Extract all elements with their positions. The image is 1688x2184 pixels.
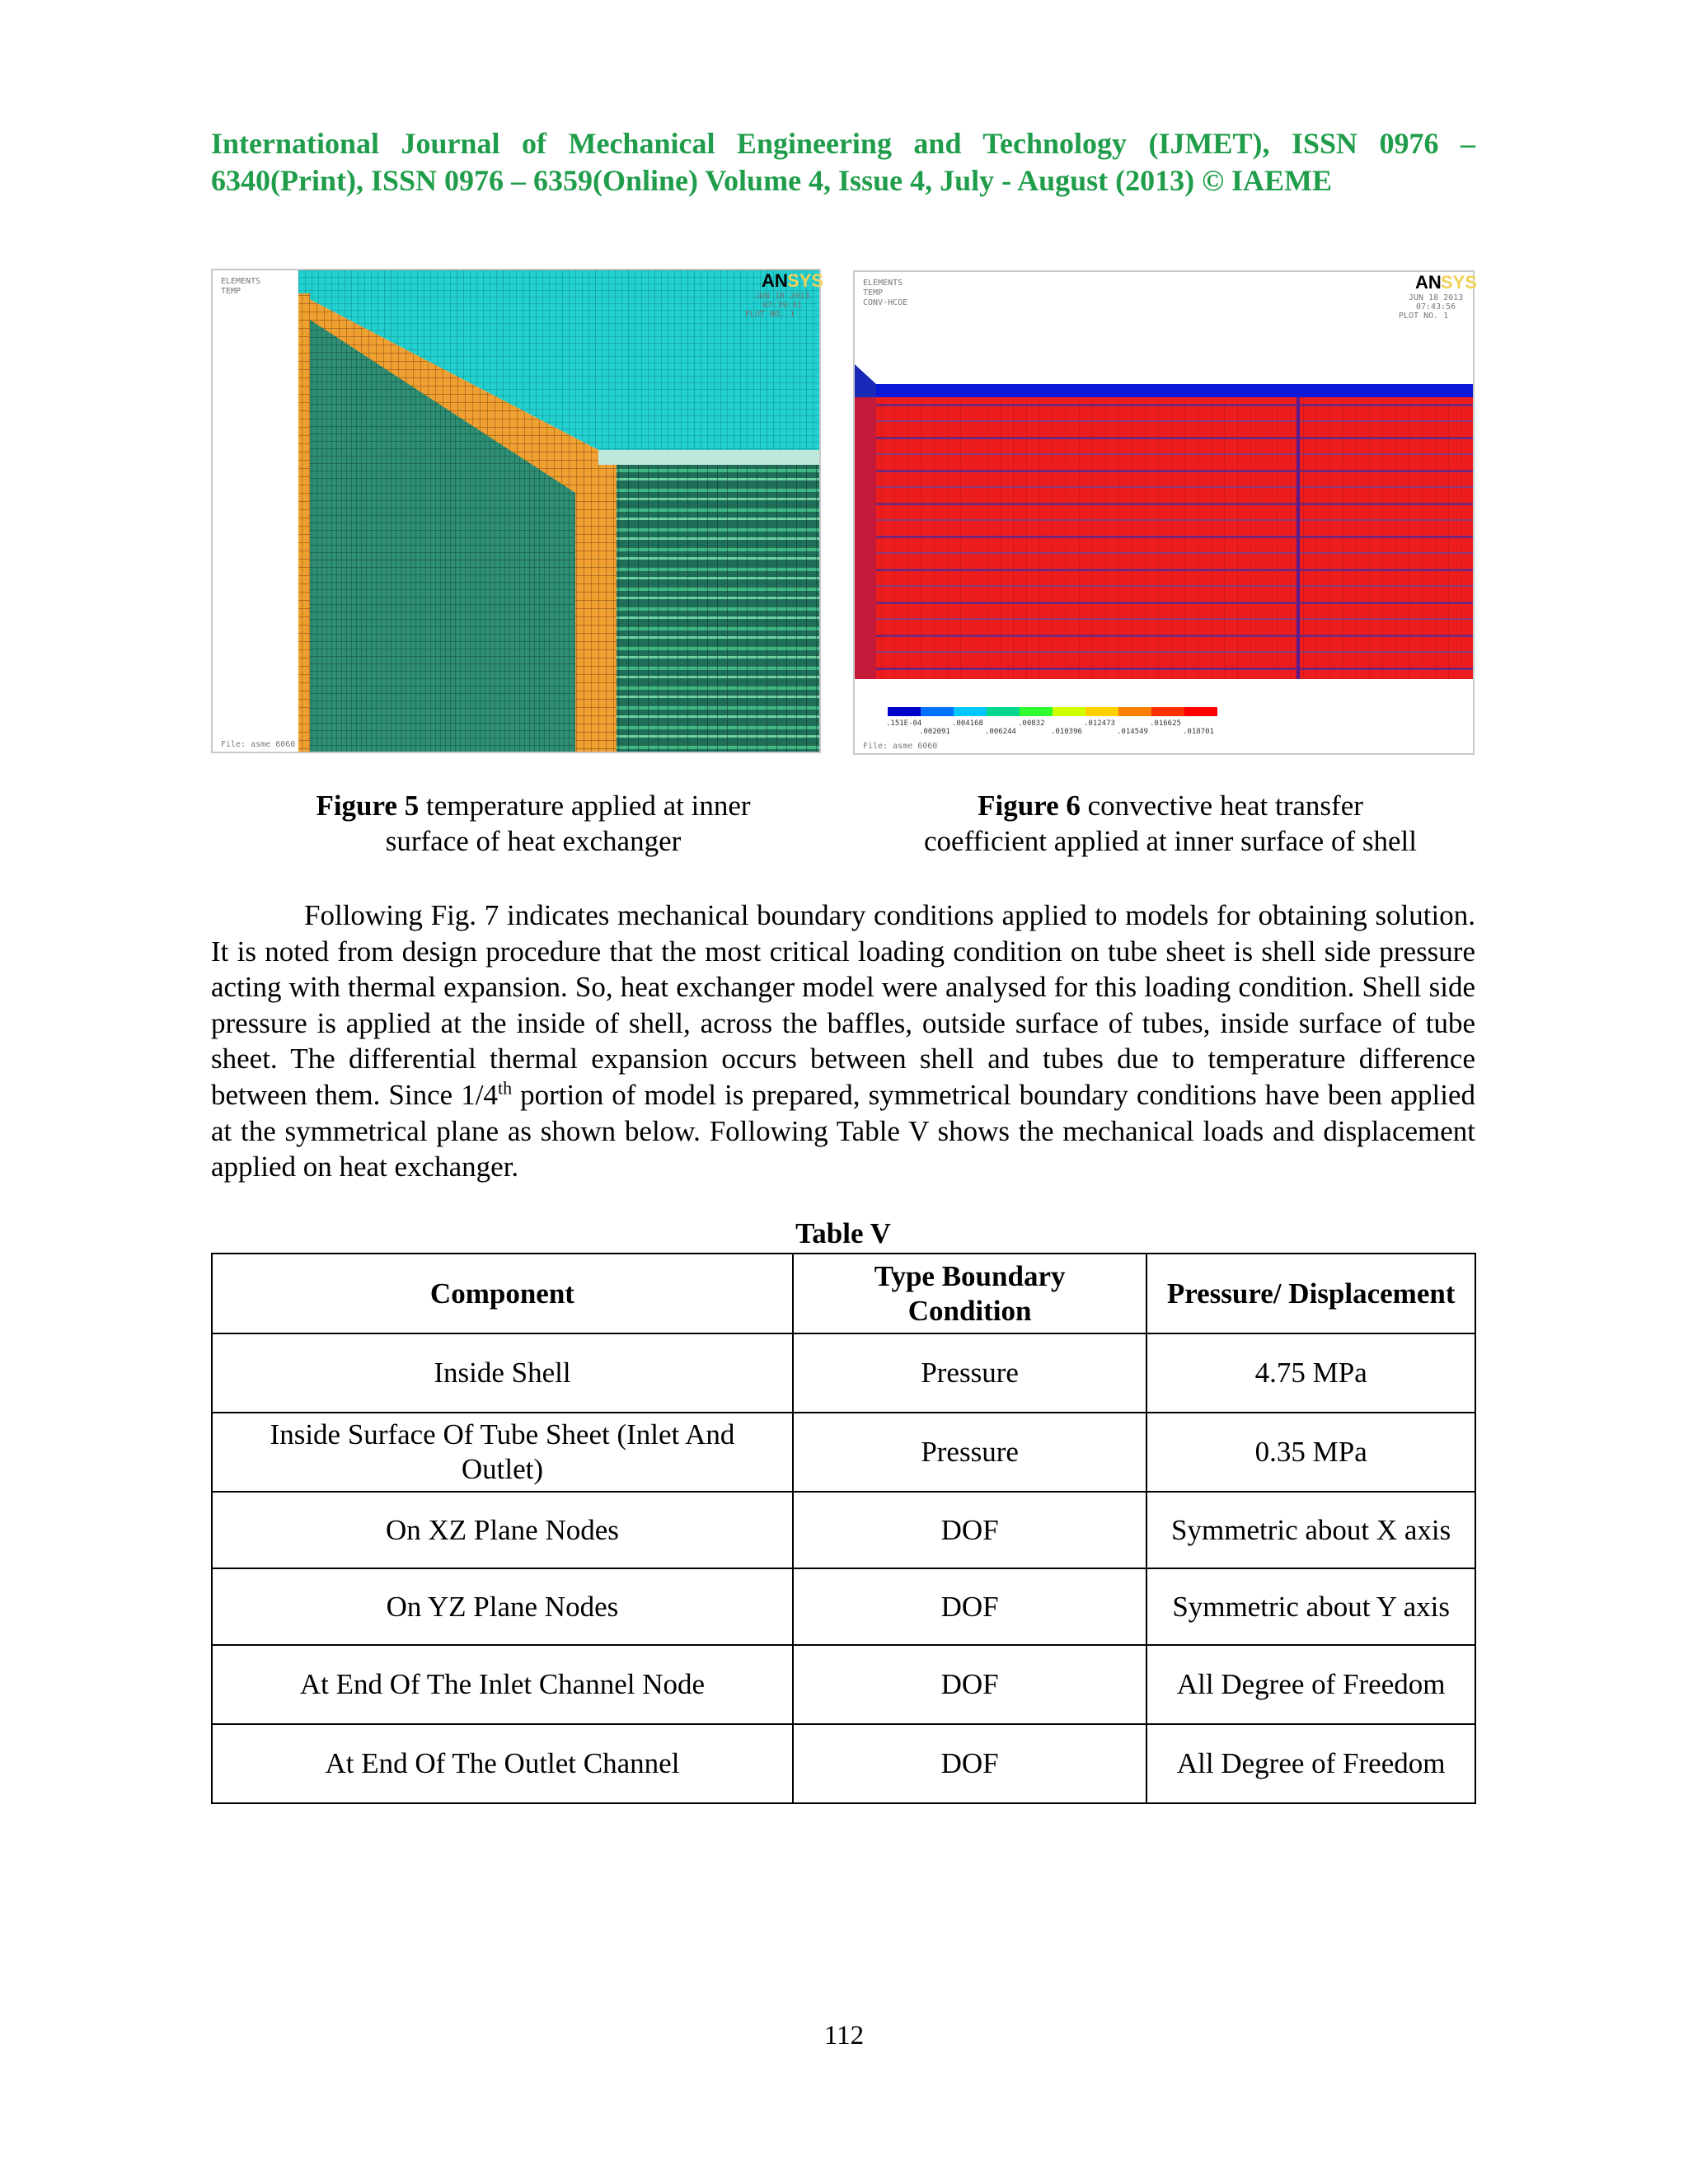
table-cell: Pressure bbox=[793, 1333, 1146, 1413]
table-cell: 0.35 MPa bbox=[1146, 1413, 1475, 1492]
table-row bbox=[212, 1724, 1475, 1803]
table-row bbox=[212, 1492, 1475, 1568]
table-cell: At End Of The Outlet Channel bbox=[212, 1724, 793, 1803]
svg-text:JUN 18 2013: JUN 18 2013 bbox=[755, 292, 810, 301]
svg-text:PLOT NO. 1: PLOT NO. 1 bbox=[745, 310, 795, 319]
table-row bbox=[212, 1568, 1475, 1645]
table-cell: DOF bbox=[793, 1724, 1146, 1803]
table-cell: Symmetric about X axis bbox=[1146, 1492, 1475, 1568]
legend-color-swatch bbox=[1053, 707, 1085, 716]
svg-text:TEMP: TEMP bbox=[221, 287, 241, 296]
body-text-part1: Following Fig. 7 indicates mechanical boundary conditions applied to models for obtaining solution. It is noted from design procedure that the most critical loading condition on tube sheet is shell side pressure acting with thermal expansion. So, heat exchanger model were analysed for this loading condition. Shell side pressure is applied at the inside of shell, across the baffles, outside surface of tubes, inside surface of tube sheet. The differential thermal expansion occurs between shell and tubes due to temperature difference between them. Since 1/4 bbox=[211, 899, 1475, 1111]
legend-tick-label: .151E-04 bbox=[886, 719, 922, 728]
figure-6-caption-line1: convective heat transfer bbox=[1087, 790, 1363, 822]
table-cell: DOF bbox=[793, 1568, 1146, 1645]
svg-text:CONV-HCOE: CONV-HCOE bbox=[863, 298, 908, 307]
legend-color-swatch bbox=[987, 707, 1020, 716]
table-cell: On XZ Plane Nodes bbox=[212, 1492, 793, 1568]
legend-tick-label: .004168 bbox=[952, 719, 983, 728]
svg-text:File: asme 6060: File: asme 6060 bbox=[863, 742, 938, 751]
table-cell: All Degree of Freedom bbox=[1146, 1724, 1475, 1803]
svg-text:JUN 18 2013: JUN 18 2013 bbox=[1409, 293, 1464, 302]
page-number: 112 bbox=[823, 2021, 865, 2050]
figure-5-image bbox=[211, 269, 824, 753]
figure-5-caption-line1: temperature applied at inner bbox=[425, 790, 751, 822]
legend-color-swatch bbox=[1118, 707, 1151, 716]
table-row bbox=[212, 1645, 1475, 1724]
body-paragraph bbox=[211, 898, 1475, 1185]
legend-color-swatch bbox=[1020, 707, 1053, 716]
svg-text:PLOT NO. 1: PLOT NO. 1 bbox=[1399, 312, 1449, 321]
figure-6-image bbox=[853, 270, 1478, 755]
table-cell: Inside Surface Of Tube Sheet (Inlet And Outlet) bbox=[212, 1413, 793, 1492]
body-text-part2: portion of model is prepared, symmetrical boundary conditions have been applied at the symmetrical plane as shown below. Following Table V shows the mechanical loads and displacement applied on heat exchanger. bbox=[211, 1078, 1475, 1183]
figure-5-label: Figure 5 bbox=[316, 790, 420, 822]
figure-5-mesh bbox=[213, 270, 824, 752]
boundary-conditions-table bbox=[211, 1253, 1476, 1804]
table-cell: At End Of The Inlet Channel Node bbox=[212, 1645, 793, 1724]
table-row bbox=[212, 1333, 1475, 1413]
journal-header-line1: International Journal of Mechanical Engineering and Technology (IJMET), ISSN 0976 – bbox=[211, 127, 1475, 160]
header-type-boundary-condition: Type Boundary Condition bbox=[793, 1254, 1146, 1333]
figure-6-caption-line2: coefficient applied at inner surface of shell bbox=[924, 825, 1417, 857]
table-cell: All Degree of Freedom bbox=[1146, 1645, 1475, 1724]
figure-5-caption bbox=[247, 788, 819, 859]
table-row bbox=[212, 1413, 1475, 1492]
legend-color-swatch bbox=[954, 707, 987, 716]
legend-tick-label: .016625 bbox=[1150, 719, 1181, 728]
svg-text:File: asme 6060: File: asme 6060 bbox=[221, 740, 296, 749]
legend-tick-label: .012473 bbox=[1084, 719, 1115, 728]
legend-tick-label: .010396 bbox=[1051, 728, 1082, 736]
ansys-logo bbox=[762, 270, 823, 291]
table-cell: Inside Shell bbox=[212, 1333, 793, 1413]
svg-text:AN: AN bbox=[762, 270, 788, 291]
table-cell: Pressure bbox=[793, 1413, 1146, 1492]
legend-tick-label: .006244 bbox=[985, 728, 1016, 736]
header-pressure-displacement: Pressure/ Displacement bbox=[1146, 1254, 1475, 1333]
journal-header-line2: 6340(Print), ISSN 0976 – 6359(Online) Volume 4, Issue 4, July - August (2013) © IAEME bbox=[211, 164, 1333, 197]
svg-text:07:43:56: 07:43:56 bbox=[1416, 302, 1456, 312]
journal-header bbox=[211, 125, 1475, 199]
svg-text:TEMP: TEMP bbox=[863, 288, 884, 298]
figure-6-label: Figure 6 bbox=[978, 790, 1081, 822]
svg-text:07:39:41: 07:39:41 bbox=[762, 301, 803, 310]
table-cell: On YZ Plane Nodes bbox=[212, 1568, 793, 1645]
figure-5-caption-line2: surface of heat exchanger bbox=[385, 825, 682, 857]
legend-color-swatch bbox=[888, 707, 921, 716]
header-component: Component bbox=[212, 1254, 793, 1333]
legend-tick-label: .00832 bbox=[1018, 719, 1045, 728]
legend-tick-label: .018701 bbox=[1183, 728, 1214, 736]
table-title: Table V bbox=[795, 1217, 891, 1249]
figure-6-caption bbox=[853, 788, 1488, 859]
ansys-logo bbox=[1415, 272, 1477, 293]
legend-color-swatch bbox=[1184, 707, 1217, 716]
superscript-th: th bbox=[497, 1077, 513, 1099]
table-cell: DOF bbox=[793, 1492, 1146, 1568]
table-cell: Symmetric about Y axis bbox=[1146, 1568, 1475, 1645]
legend-color-swatch bbox=[1085, 707, 1118, 716]
table-cell: 4.75 MPa bbox=[1146, 1333, 1475, 1413]
svg-text:SYS: SYS bbox=[1441, 272, 1478, 293]
legend-color-swatch bbox=[1151, 707, 1184, 716]
svg-text:ELEMENTS: ELEMENTS bbox=[863, 279, 903, 288]
legend-color-swatch bbox=[921, 707, 954, 716]
figure-6-mesh bbox=[855, 272, 1478, 753]
svg-text:AN: AN bbox=[1415, 272, 1442, 293]
svg-text:SYS: SYS bbox=[787, 270, 824, 291]
legend-tick-label: .014549 bbox=[1117, 728, 1148, 736]
table-header-row bbox=[212, 1254, 1475, 1333]
svg-text:ELEMENTS: ELEMENTS bbox=[221, 277, 261, 286]
legend-tick-label: .002091 bbox=[919, 728, 950, 736]
table-cell: DOF bbox=[793, 1645, 1146, 1724]
